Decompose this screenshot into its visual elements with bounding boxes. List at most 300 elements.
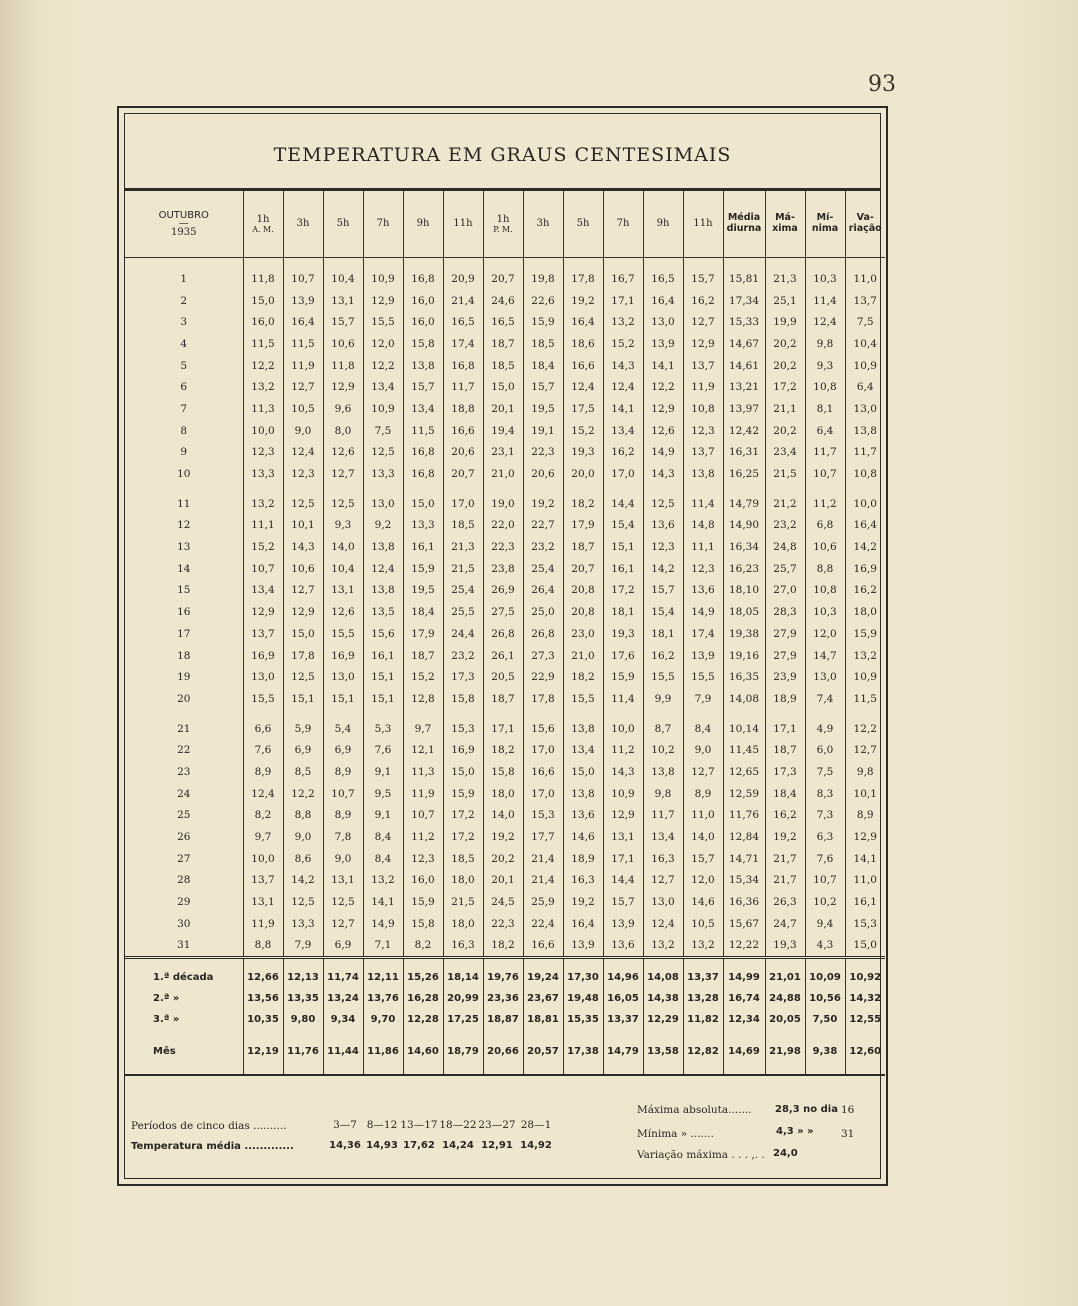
table-cell: 12,5: [283, 891, 323, 913]
table-cell: 10,4: [323, 558, 363, 580]
table-cell: 10,1: [853, 787, 877, 800]
table-cell: 13,2: [363, 870, 403, 892]
spacer-row: [125, 258, 885, 269]
table-cell: 12,5: [323, 891, 363, 913]
table-cell: 11,9: [243, 913, 283, 935]
table-cell: 16,36: [723, 891, 765, 913]
table-cell: 15,7: [523, 376, 563, 398]
table-cell: 9,0: [683, 739, 723, 761]
table-cell: 14,9: [363, 913, 403, 935]
spacer-cell: [683, 958, 723, 968]
table-cell: 13,0: [805, 666, 845, 688]
table-cell: 14,79: [723, 493, 765, 515]
table-cell: 14,90: [723, 515, 765, 537]
table-cell: 13,35: [283, 988, 323, 1009]
table-cell: 11,5: [243, 333, 283, 355]
table-cell: 14,1: [853, 852, 877, 865]
table-cell: 12,3: [403, 848, 443, 870]
min-label: Mínima » .......: [637, 1128, 714, 1140]
table-cell: 19,16: [723, 645, 765, 667]
table-cell: 16,8: [403, 268, 443, 290]
spacer-cell: [765, 258, 805, 269]
table-cell: 16,05: [603, 988, 643, 1009]
table-cell: 11,86: [363, 1038, 403, 1064]
table-cell: 17,8: [523, 688, 563, 710]
table-cell: 11,45: [723, 739, 765, 761]
table-cell: 23,8: [483, 558, 523, 580]
table-cell: 25,5: [443, 601, 483, 623]
row-label: 2.ª »: [125, 988, 243, 1009]
table-cell: 9,0: [323, 848, 363, 870]
table-cell: 20,05: [765, 1009, 805, 1030]
table-cell: 16,8: [403, 442, 443, 464]
table-cell: 13,2: [683, 935, 723, 958]
table-cell: 13,1: [603, 826, 643, 848]
table-cell: 8,8: [283, 805, 323, 827]
column-header-hour: 11h: [693, 218, 713, 230]
spacer-cell: [403, 1064, 443, 1075]
table-row: [125, 376, 885, 398]
table-cell: 16,2: [643, 645, 683, 667]
row-label: 30: [125, 913, 243, 935]
table-cell: 11,5: [853, 692, 877, 705]
table-cell: 14,9: [643, 442, 683, 464]
table-row: [125, 355, 885, 377]
table-row: [125, 268, 885, 290]
table-cell: 8,7: [643, 718, 683, 740]
spacer-cell: [603, 1030, 643, 1038]
table-cell: 15,8: [483, 761, 523, 783]
table-cell: 9,6: [323, 398, 363, 420]
table-cell: 10,14: [723, 718, 765, 740]
table-cell: 8,3: [805, 783, 845, 805]
spacer-cell: [283, 1030, 323, 1038]
table-cell: 15,1: [283, 688, 323, 710]
table-cell: 14,6: [683, 891, 723, 913]
spacer-cell: [125, 1030, 243, 1038]
column-header-hour: Má-: [775, 212, 795, 224]
table-cell: 21,0: [483, 463, 523, 485]
table-cell: 15,3: [443, 718, 483, 740]
table-cell: 26,8: [523, 623, 563, 645]
table-cell: 17,30: [563, 967, 603, 988]
table-cell: 15,5: [323, 623, 363, 645]
table-cell: 21,5: [443, 891, 483, 913]
table-cell: 18,4: [523, 355, 563, 377]
table-cell: 12,7: [853, 744, 877, 757]
spacer-cell: [723, 485, 765, 493]
table-cell: 16,9: [243, 645, 283, 667]
table-cell: 19,4: [483, 420, 523, 442]
table-cell: 15,34: [723, 870, 765, 892]
table-cell: 16,3: [643, 848, 683, 870]
table-cell: 20,66: [483, 1038, 523, 1064]
column-header-hour: 3h: [296, 218, 310, 230]
table-cell: 9,5: [363, 783, 403, 805]
column-header-hour: Média: [727, 212, 761, 224]
table-cell: 18,1: [643, 623, 683, 645]
table-cell: 6,9: [323, 935, 363, 958]
table-cell: 20,57: [523, 1038, 563, 1064]
table-cell: 16,2: [765, 805, 805, 827]
table-cell: 17,0: [523, 739, 563, 761]
table-cell: 16,34: [723, 536, 765, 558]
periods-label: Períodos de cinco dias ..........: [131, 1120, 287, 1132]
table-cell: 14,2: [643, 558, 683, 580]
table-cell: 15,5: [643, 666, 683, 688]
table-cell: 13,28: [683, 988, 723, 1009]
period-range: 3—7: [333, 1119, 357, 1131]
year-label: 1935: [171, 227, 197, 238]
spacer-cell: [523, 1064, 563, 1075]
table-cell: 14,69: [723, 1038, 765, 1064]
table-cell: 19,3: [563, 442, 603, 464]
table-cell: 13,1: [323, 290, 363, 312]
table-cell: 17,8: [563, 268, 603, 290]
table-cell: 13,9: [563, 935, 603, 958]
table-cell: 12,60: [849, 1045, 882, 1057]
table-cell: 19,1: [523, 420, 563, 442]
table-cell: 9,38: [805, 1038, 845, 1064]
spacer-cell: [323, 258, 363, 269]
table-cell: 14,79: [603, 1038, 643, 1064]
table-cell: 15,9: [403, 891, 443, 913]
period-range: 23—27: [478, 1119, 516, 1131]
table-cell: 18,0: [483, 783, 523, 805]
table-cell: 19,3: [765, 935, 805, 958]
table-cell: 16,4: [283, 311, 323, 333]
table-cell: 8,9: [683, 783, 723, 805]
period-temp: 17,62: [403, 1140, 435, 1151]
spacer-cell: [603, 710, 643, 718]
row-label: 17: [125, 623, 243, 645]
table-cell: 19,0: [483, 493, 523, 515]
table-cell: 12,7: [323, 913, 363, 935]
spacer-cell: [363, 958, 403, 968]
table-cell: 18,87: [483, 1009, 523, 1030]
table-cell: 18,0: [443, 913, 483, 935]
table-cell: 13,2: [243, 376, 283, 398]
spacer-cell: [765, 958, 805, 968]
column-header-sub: A. M.: [252, 225, 274, 235]
table-cell: 12,11: [363, 967, 403, 988]
table-cell: 13,1: [323, 870, 363, 892]
spacer-cell: [125, 710, 243, 718]
table-cell: 13,21: [723, 376, 765, 398]
table-cell: 21,7: [765, 870, 805, 892]
table-cell: 10,56: [805, 988, 845, 1009]
table-cell: 14,71: [723, 848, 765, 870]
table-cell: 13,3: [243, 463, 283, 485]
table-cell: 21,2: [765, 493, 805, 515]
table-cell: 12,3: [683, 558, 723, 580]
table-cell: 22,9: [523, 666, 563, 688]
table-cell: 13,0: [243, 666, 283, 688]
table-cell: 17,9: [403, 623, 443, 645]
table-cell: 10,2: [643, 739, 683, 761]
table-cell: 18,2: [563, 493, 603, 515]
table-cell: 14,99: [723, 967, 765, 988]
table-cell: 15,5: [683, 666, 723, 688]
table-cell: 23,67: [523, 988, 563, 1009]
min-day: 31: [841, 1128, 855, 1140]
table-cell: 17,3: [443, 666, 483, 688]
table-cell: 10,92: [849, 972, 882, 984]
table-cell: 27,0: [765, 580, 805, 602]
period-range: 28—1: [520, 1119, 552, 1131]
month-average-row: [125, 1038, 885, 1064]
table-cell: 10,0: [243, 848, 283, 870]
table-cell: 25,1: [765, 290, 805, 312]
table-cell: 24,7: [765, 913, 805, 935]
table-cell: 20,1: [483, 398, 523, 420]
table-cell: 18,1: [603, 601, 643, 623]
table-cell: 12,3: [283, 463, 323, 485]
table-cell: 18,5: [483, 355, 523, 377]
table-cell: 15,1: [363, 688, 403, 710]
table-cell: 12,42: [723, 420, 765, 442]
table-cell: 16,0: [403, 290, 443, 312]
table-cell: 7,5: [805, 761, 845, 783]
table-cell: 8,4: [363, 848, 403, 870]
table-cell: 16,2: [603, 442, 643, 464]
table-cell: 26,1: [483, 645, 523, 667]
column-header: [723, 191, 765, 258]
table-cell: 23,36: [483, 988, 523, 1009]
table-cell: 23,0: [563, 623, 603, 645]
table-cell: 12,55: [849, 1014, 882, 1026]
table-cell: 13,56: [243, 988, 283, 1009]
table-cell: 13,8: [363, 580, 403, 602]
table-cell: 15,0: [283, 623, 323, 645]
table-cell: 13,0: [363, 493, 403, 515]
table-cell: 13,3: [403, 515, 443, 537]
spacer-cell: [243, 710, 283, 718]
spacer-cell: [443, 710, 483, 718]
table-cell: 20,8: [563, 580, 603, 602]
table-cell: 12,5: [323, 493, 363, 515]
row-label: 15: [125, 580, 243, 602]
table-cell: 10,4: [323, 268, 363, 290]
table-cell: 12,3: [683, 420, 723, 442]
table-cell: 13,2: [603, 311, 643, 333]
table-cell: 10,9: [603, 783, 643, 805]
table-cell: 6,9: [323, 739, 363, 761]
table-cell: 16,3: [443, 935, 483, 958]
row-label: 27: [125, 848, 243, 870]
table-cell: 18,0: [853, 606, 877, 619]
table-cell: 17,4: [683, 623, 723, 645]
table-row: [125, 398, 885, 420]
temperature-table: [125, 191, 885, 1076]
spacer-cell: [323, 710, 363, 718]
spacer-cell: [483, 258, 523, 269]
table-cell: 9,7: [243, 826, 283, 848]
table-cell: 22,4: [523, 913, 563, 935]
table-cell: 16,2: [683, 290, 723, 312]
table-cell: 9,8: [856, 765, 874, 778]
table-cell: 22,3: [483, 536, 523, 558]
table-cell: 7,5: [856, 316, 874, 329]
table-cell: 26,8: [483, 623, 523, 645]
table-cell: 7,5: [363, 420, 403, 442]
table-cell: 13,7: [243, 870, 283, 892]
table-cell: 16,6: [523, 935, 563, 958]
column-header-sub: nima: [811, 223, 839, 234]
table-cell: 22,0: [483, 515, 523, 537]
table-cell: 18,7: [563, 536, 603, 558]
row-label: 5: [125, 355, 243, 377]
spacer-cell: [643, 485, 683, 493]
spacer-cell: [403, 258, 443, 269]
table-cell: 12,4: [603, 376, 643, 398]
table-cell: 10,0: [853, 497, 877, 510]
spacer-cell: [363, 1030, 403, 1038]
table-cell: 20,6: [523, 463, 563, 485]
table-cell: 11,74: [323, 967, 363, 988]
table-cell: 19,5: [403, 580, 443, 602]
table-cell: 16,2: [853, 584, 877, 597]
table-cell: 12,9: [243, 601, 283, 623]
spacer-cell: [523, 258, 563, 269]
table-cell: 18,81: [523, 1009, 563, 1030]
table-cell: 17,2: [603, 580, 643, 602]
table-cell: 13,2: [853, 649, 877, 662]
table-cell: 13,6: [563, 805, 603, 827]
table-cell: 12,7: [283, 376, 323, 398]
table-cell: 15,1: [323, 688, 363, 710]
table-cell: 14,1: [363, 891, 403, 913]
spacer-cell: [443, 1030, 483, 1038]
table-cell: 10,0: [603, 718, 643, 740]
column-header-sub: P. M.: [493, 225, 513, 235]
table-cell: 20,5: [483, 666, 523, 688]
spacer-cell: [643, 258, 683, 269]
table-cell: 18,8: [443, 398, 483, 420]
table-cell: 17,25: [443, 1009, 483, 1030]
table-cell: 12,4: [283, 442, 323, 464]
table-cell: 10,5: [283, 398, 323, 420]
row-label: 11: [125, 493, 243, 515]
table-cell: 14,3: [283, 536, 323, 558]
spacer-cell: [483, 1030, 523, 1038]
header-row: [125, 191, 885, 258]
table-cell: 17,3: [765, 761, 805, 783]
table-cell: 13,37: [603, 1009, 643, 1030]
page-number: 93: [868, 72, 896, 97]
table-cell: 20,2: [765, 333, 805, 355]
spacer-cell: [723, 710, 765, 718]
table-cell: 18,9: [765, 688, 805, 710]
table-cell: 18,7: [483, 688, 523, 710]
table-row: [125, 463, 885, 485]
table-cell: 12,1: [403, 739, 443, 761]
table-cell: 11,8: [243, 268, 283, 290]
row-label: 26: [125, 826, 243, 848]
table-cell: 8,8: [243, 935, 283, 958]
column-header: [443, 191, 483, 258]
table-cell: 21,01: [765, 967, 805, 988]
table-cell: 16,9: [323, 645, 363, 667]
table-cell: 16,9: [443, 739, 483, 761]
table-cell: 13,8: [853, 424, 877, 437]
table-cell: 16,8: [443, 355, 483, 377]
table-cell: 25,4: [443, 580, 483, 602]
table-cell: 14,2: [283, 870, 323, 892]
table-cell: 7,6: [805, 848, 845, 870]
column-header: [643, 191, 683, 258]
min-value: 4,3 » »: [776, 1126, 814, 1137]
table-cell: 11,3: [243, 398, 283, 420]
row-label: 2: [125, 290, 243, 312]
table-cell: 15,7: [683, 848, 723, 870]
table-cell: 15,0: [403, 493, 443, 515]
spacer-cell: [443, 958, 483, 968]
table-cell: 22,7: [523, 515, 563, 537]
table-cell: 6,3: [805, 826, 845, 848]
table-cell: 11,1: [243, 515, 283, 537]
column-header-hour: 9h: [656, 218, 670, 230]
table-cell: 19,8: [523, 268, 563, 290]
table-cell: 12,9: [853, 831, 877, 844]
month-label: OUTUBRO: [158, 209, 209, 221]
table-cell: 26,3: [765, 891, 805, 913]
table-cell: 21,5: [443, 558, 483, 580]
table-cell: 19,76: [483, 967, 523, 988]
table-cell: 12,65: [723, 761, 765, 783]
table-cell: 14,3: [603, 761, 643, 783]
table-cell: 12,9: [323, 376, 363, 398]
table-frame: [117, 106, 888, 1186]
table-cell: 17,1: [483, 718, 523, 740]
table-cell: 23,9: [765, 666, 805, 688]
table-cell: 6,8: [805, 515, 845, 537]
table-cell: 13,8: [563, 718, 603, 740]
spacer-cell: [723, 1030, 765, 1038]
table-cell: 9,7: [403, 718, 443, 740]
spacer-cell: [603, 485, 643, 493]
table-cell: 21,0: [563, 645, 603, 667]
table-cell: 21,3: [765, 268, 805, 290]
row-label: 28: [125, 870, 243, 892]
table-cell: 18,7: [765, 739, 805, 761]
spacer-cell: [563, 710, 603, 718]
table-cell: 8,5: [283, 761, 323, 783]
table-cell: 13,8: [363, 536, 403, 558]
table-cell: 15,8: [403, 333, 443, 355]
table-cell: 17,8: [283, 645, 323, 667]
table-cell: 13,9: [643, 333, 683, 355]
table-cell: 15,5: [363, 311, 403, 333]
table-row: [125, 688, 885, 710]
table-cell: 13,1: [323, 580, 363, 602]
table-row: [125, 718, 885, 740]
table-cell: 19,38: [723, 623, 765, 645]
table-cell: 10,9: [363, 398, 403, 420]
column-header: [483, 191, 523, 258]
table-cell: 19,2: [523, 493, 563, 515]
table-cell: 19,24: [523, 967, 563, 988]
table-cell: 18,7: [483, 333, 523, 355]
table-cell: 19,5: [523, 398, 563, 420]
spacer-cell: [403, 710, 443, 718]
table-cell: 16,35: [723, 666, 765, 688]
table-cell: 10,09: [805, 967, 845, 988]
column-header-hour: 1h: [256, 213, 270, 225]
spacer-cell: [243, 958, 283, 968]
spacer-cell: [805, 710, 845, 718]
table-cell: 17,38: [563, 1038, 603, 1064]
